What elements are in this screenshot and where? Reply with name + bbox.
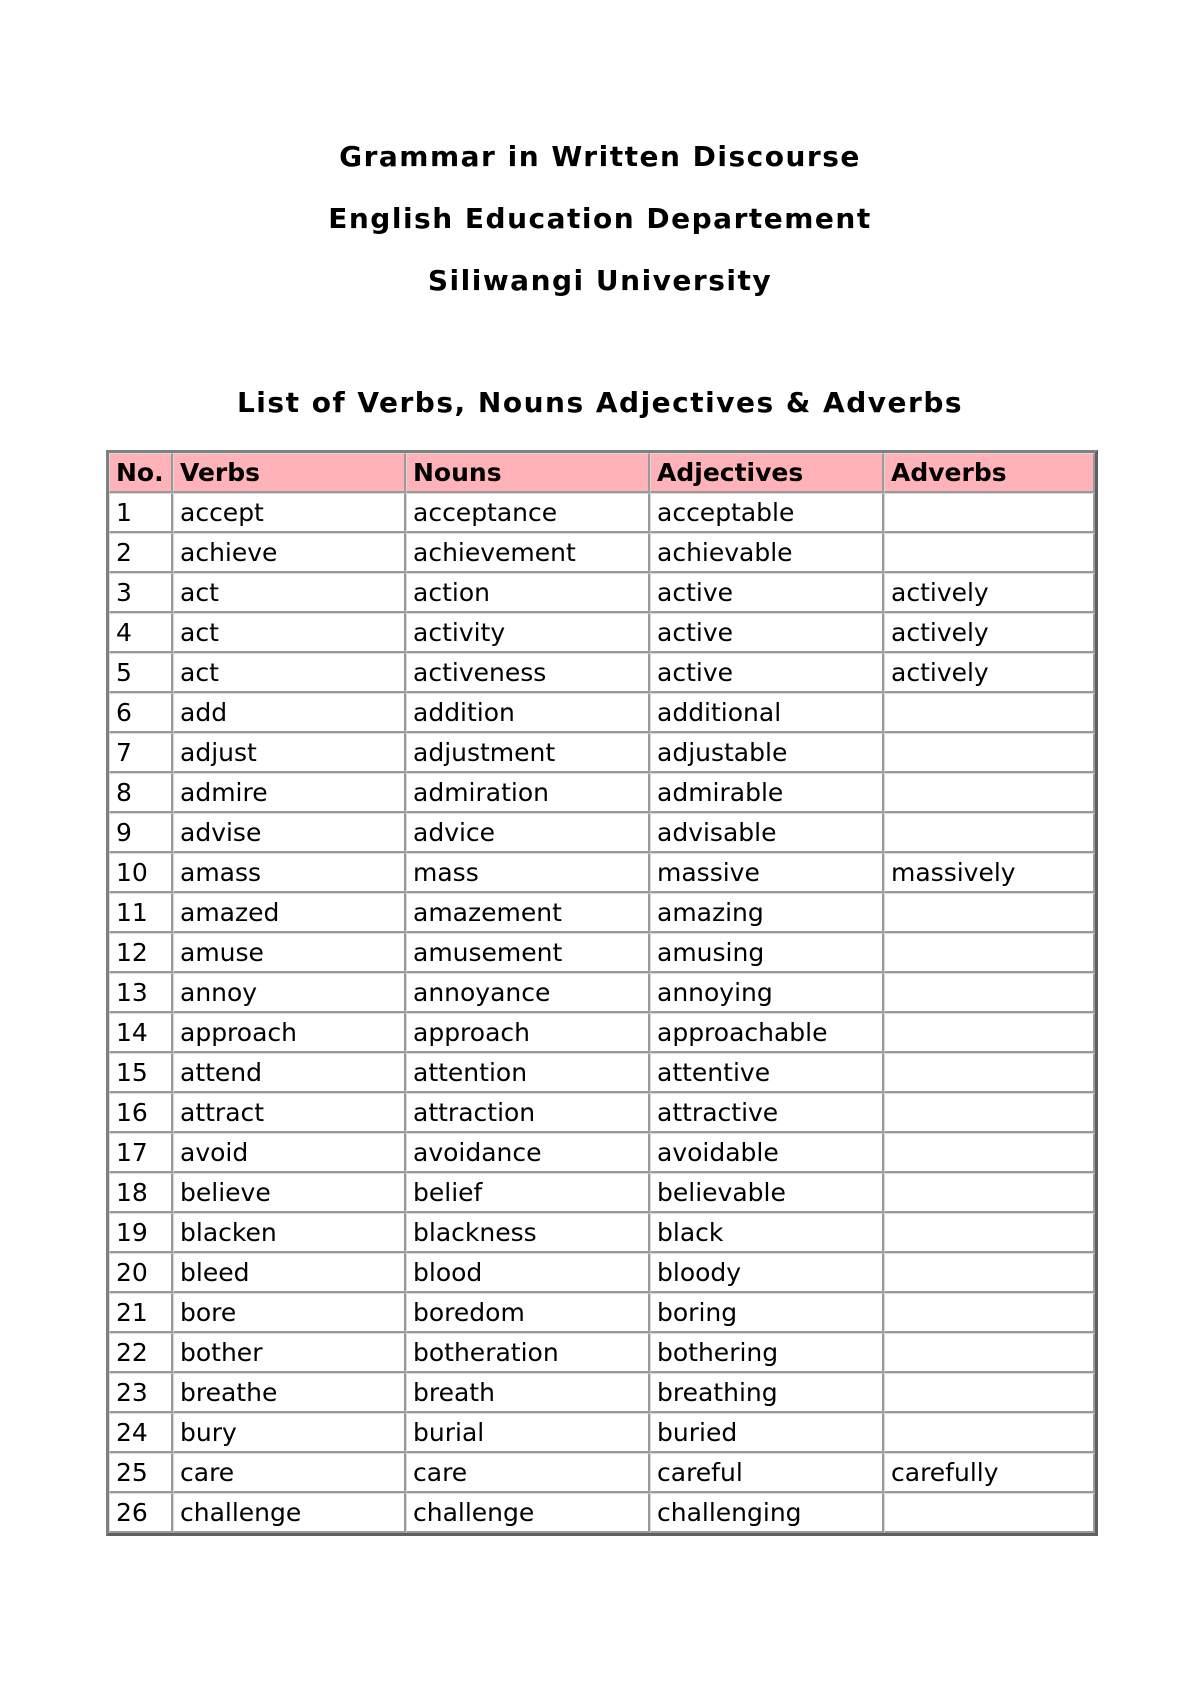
department-name: English Education Departement bbox=[328, 202, 872, 235]
list-title: List of Verbs, Nouns Adjectives & Adverbs bbox=[236, 386, 964, 419]
table-row bbox=[109, 973, 1095, 1013]
cell-no: 26 bbox=[109, 1493, 173, 1533]
table-row bbox=[109, 1453, 1095, 1493]
cell-noun: advice bbox=[406, 813, 650, 853]
cell-adverb bbox=[884, 533, 1095, 573]
cell-adjective: active bbox=[650, 613, 884, 653]
table-row bbox=[109, 573, 1095, 613]
cell-adjective: amusing bbox=[650, 933, 884, 973]
cell-noun: amazement bbox=[406, 893, 650, 933]
table-row bbox=[109, 1053, 1095, 1093]
table-row bbox=[109, 1133, 1095, 1173]
cell-noun: avoidance bbox=[406, 1133, 650, 1173]
cell-adjective: massive bbox=[650, 853, 884, 893]
cell-adverb bbox=[884, 693, 1095, 733]
cell-verb: annoy bbox=[173, 973, 406, 1013]
cell-no: 10 bbox=[109, 853, 173, 893]
cell-no: 17 bbox=[109, 1133, 173, 1173]
cell-no: 7 bbox=[109, 733, 173, 773]
cell-adjective: approachable bbox=[650, 1013, 884, 1053]
cell-verb: add bbox=[173, 693, 406, 733]
cell-adjective: avoidable bbox=[650, 1133, 884, 1173]
table-row bbox=[109, 1093, 1095, 1133]
cell-no: 16 bbox=[109, 1093, 173, 1133]
cell-adjective: adjustable bbox=[650, 733, 884, 773]
cell-no: 4 bbox=[109, 613, 173, 653]
cell-no: 13 bbox=[109, 973, 173, 1013]
cell-adverb bbox=[884, 1253, 1095, 1293]
cell-verb: avoid bbox=[173, 1133, 406, 1173]
word-forms-table-container bbox=[106, 450, 1092, 1536]
cell-adverb bbox=[884, 933, 1095, 973]
cell-adverb bbox=[884, 1293, 1095, 1333]
header-verbs: Verbs bbox=[173, 453, 406, 493]
cell-no: 12 bbox=[109, 933, 173, 973]
cell-adjective: attractive bbox=[650, 1093, 884, 1133]
cell-adjective: annoying bbox=[650, 973, 884, 1013]
cell-no: 8 bbox=[109, 773, 173, 813]
table-row bbox=[109, 693, 1095, 733]
cell-noun: action bbox=[406, 573, 650, 613]
cell-verb: accept bbox=[173, 493, 406, 533]
cell-verb: act bbox=[173, 613, 406, 653]
cell-verb: amuse bbox=[173, 933, 406, 973]
cell-no: 25 bbox=[109, 1453, 173, 1493]
header-adjectives: Adjectives bbox=[650, 453, 884, 493]
cell-noun: blackness bbox=[406, 1213, 650, 1253]
cell-noun: challenge bbox=[406, 1493, 650, 1533]
header-nouns: Nouns bbox=[406, 453, 650, 493]
cell-adverb bbox=[884, 1013, 1095, 1053]
cell-noun: boredom bbox=[406, 1293, 650, 1333]
cell-noun: addition bbox=[406, 693, 650, 733]
cell-no: 23 bbox=[109, 1373, 173, 1413]
cell-noun: attention bbox=[406, 1053, 650, 1093]
cell-noun: care bbox=[406, 1453, 650, 1493]
cell-no: 19 bbox=[109, 1213, 173, 1253]
table-row bbox=[109, 533, 1095, 573]
table-row bbox=[109, 1413, 1095, 1453]
cell-adjective: amazing bbox=[650, 893, 884, 933]
cell-adjective: active bbox=[650, 653, 884, 693]
cell-adverb: carefully bbox=[884, 1453, 1095, 1493]
cell-adjective: acceptable bbox=[650, 493, 884, 533]
cell-adverb bbox=[884, 973, 1095, 1013]
cell-no: 14 bbox=[109, 1013, 173, 1053]
cell-no: 6 bbox=[109, 693, 173, 733]
cell-adjective: breathing bbox=[650, 1373, 884, 1413]
cell-no: 11 bbox=[109, 893, 173, 933]
cell-noun: burial bbox=[406, 1413, 650, 1453]
cell-adverb bbox=[884, 1413, 1095, 1453]
cell-noun: breath bbox=[406, 1373, 650, 1413]
cell-adverb bbox=[884, 1493, 1095, 1533]
cell-adverb bbox=[884, 893, 1095, 933]
table-row bbox=[109, 1253, 1095, 1293]
cell-adjective: black bbox=[650, 1213, 884, 1253]
cell-adjective: advisable bbox=[650, 813, 884, 853]
cell-no: 24 bbox=[109, 1413, 173, 1453]
cell-noun: amusement bbox=[406, 933, 650, 973]
cell-verb: blacken bbox=[173, 1213, 406, 1253]
cell-verb: amass bbox=[173, 853, 406, 893]
cell-noun: activity bbox=[406, 613, 650, 653]
cell-verb: bother bbox=[173, 1333, 406, 1373]
cell-verb: advise bbox=[173, 813, 406, 853]
cell-adjective: careful bbox=[650, 1453, 884, 1493]
table-body bbox=[109, 493, 1095, 1533]
cell-adverb bbox=[884, 733, 1095, 773]
table-row bbox=[109, 1013, 1095, 1053]
header-adverbs: Adverbs bbox=[884, 453, 1095, 493]
cell-adjective: believable bbox=[650, 1173, 884, 1213]
university-name: Siliwangi University bbox=[427, 264, 773, 297]
cell-adverb: massively bbox=[884, 853, 1095, 893]
cell-no: 5 bbox=[109, 653, 173, 693]
cell-verb: attract bbox=[173, 1093, 406, 1133]
cell-adjective: attentive bbox=[650, 1053, 884, 1093]
document-title: Grammar in Written Discourse bbox=[339, 140, 861, 173]
cell-no: 9 bbox=[109, 813, 173, 853]
cell-noun: approach bbox=[406, 1013, 650, 1053]
cell-verb: approach bbox=[173, 1013, 406, 1053]
cell-verb: bury bbox=[173, 1413, 406, 1453]
cell-noun: botheration bbox=[406, 1333, 650, 1373]
cell-adverb bbox=[884, 813, 1095, 853]
cell-verb: challenge bbox=[173, 1493, 406, 1533]
cell-verb: act bbox=[173, 653, 406, 693]
cell-no: 3 bbox=[109, 573, 173, 613]
cell-verb: bleed bbox=[173, 1253, 406, 1293]
cell-adverb bbox=[884, 1213, 1095, 1253]
cell-verb: adjust bbox=[173, 733, 406, 773]
table-header-row bbox=[109, 453, 1095, 493]
cell-no: 21 bbox=[109, 1293, 173, 1333]
cell-noun: achievement bbox=[406, 533, 650, 573]
cell-noun: activeness bbox=[406, 653, 650, 693]
cell-noun: belief bbox=[406, 1173, 650, 1213]
table-row bbox=[109, 1493, 1095, 1533]
table-row bbox=[109, 1173, 1095, 1213]
table-row bbox=[109, 733, 1095, 773]
cell-noun: acceptance bbox=[406, 493, 650, 533]
table-row bbox=[109, 933, 1095, 973]
cell-adjective: challenging bbox=[650, 1493, 884, 1533]
cell-no: 22 bbox=[109, 1333, 173, 1373]
table-row bbox=[109, 493, 1095, 533]
cell-verb: believe bbox=[173, 1173, 406, 1213]
cell-adjective: bothering bbox=[650, 1333, 884, 1373]
cell-adverb bbox=[884, 1373, 1095, 1413]
cell-adverb bbox=[884, 1093, 1095, 1133]
cell-noun: annoyance bbox=[406, 973, 650, 1013]
table-row bbox=[109, 773, 1095, 813]
cell-adverb bbox=[884, 1333, 1095, 1373]
table-row bbox=[109, 613, 1095, 653]
cell-adverb bbox=[884, 1133, 1095, 1173]
table-row bbox=[109, 853, 1095, 893]
cell-adjective: buried bbox=[650, 1413, 884, 1453]
cell-no: 20 bbox=[109, 1253, 173, 1293]
cell-adjective: achievable bbox=[650, 533, 884, 573]
cell-adjective: bloody bbox=[650, 1253, 884, 1293]
table-row bbox=[109, 813, 1095, 853]
cell-noun: adjustment bbox=[406, 733, 650, 773]
cell-no: 1 bbox=[109, 493, 173, 533]
cell-adverb bbox=[884, 1173, 1095, 1213]
cell-adverb: actively bbox=[884, 613, 1095, 653]
cell-adverb bbox=[884, 1053, 1095, 1093]
cell-adjective: boring bbox=[650, 1293, 884, 1333]
cell-adverb bbox=[884, 773, 1095, 813]
table-row bbox=[109, 653, 1095, 693]
cell-noun: attraction bbox=[406, 1093, 650, 1133]
table-row bbox=[109, 1333, 1095, 1373]
cell-adverb bbox=[884, 493, 1095, 533]
cell-verb: breathe bbox=[173, 1373, 406, 1413]
cell-noun: mass bbox=[406, 853, 650, 893]
table-row bbox=[109, 893, 1095, 933]
cell-no: 2 bbox=[109, 533, 173, 573]
cell-verb: admire bbox=[173, 773, 406, 813]
cell-verb: bore bbox=[173, 1293, 406, 1333]
table-row bbox=[109, 1213, 1095, 1253]
word-forms-table bbox=[106, 450, 1098, 1536]
cell-verb: act bbox=[173, 573, 406, 613]
cell-no: 18 bbox=[109, 1173, 173, 1213]
cell-adverb: actively bbox=[884, 573, 1095, 613]
header-no: No. bbox=[109, 453, 173, 493]
cell-verb: attend bbox=[173, 1053, 406, 1093]
cell-verb: achieve bbox=[173, 533, 406, 573]
cell-adverb: actively bbox=[884, 653, 1095, 693]
cell-verb: care bbox=[173, 1453, 406, 1493]
cell-adjective: additional bbox=[650, 693, 884, 733]
cell-verb: amazed bbox=[173, 893, 406, 933]
table-row bbox=[109, 1373, 1095, 1413]
cell-noun: blood bbox=[406, 1253, 650, 1293]
cell-noun: admiration bbox=[406, 773, 650, 813]
cell-adjective: admirable bbox=[650, 773, 884, 813]
table-row bbox=[109, 1293, 1095, 1333]
cell-adjective: active bbox=[650, 573, 884, 613]
cell-no: 15 bbox=[109, 1053, 173, 1093]
